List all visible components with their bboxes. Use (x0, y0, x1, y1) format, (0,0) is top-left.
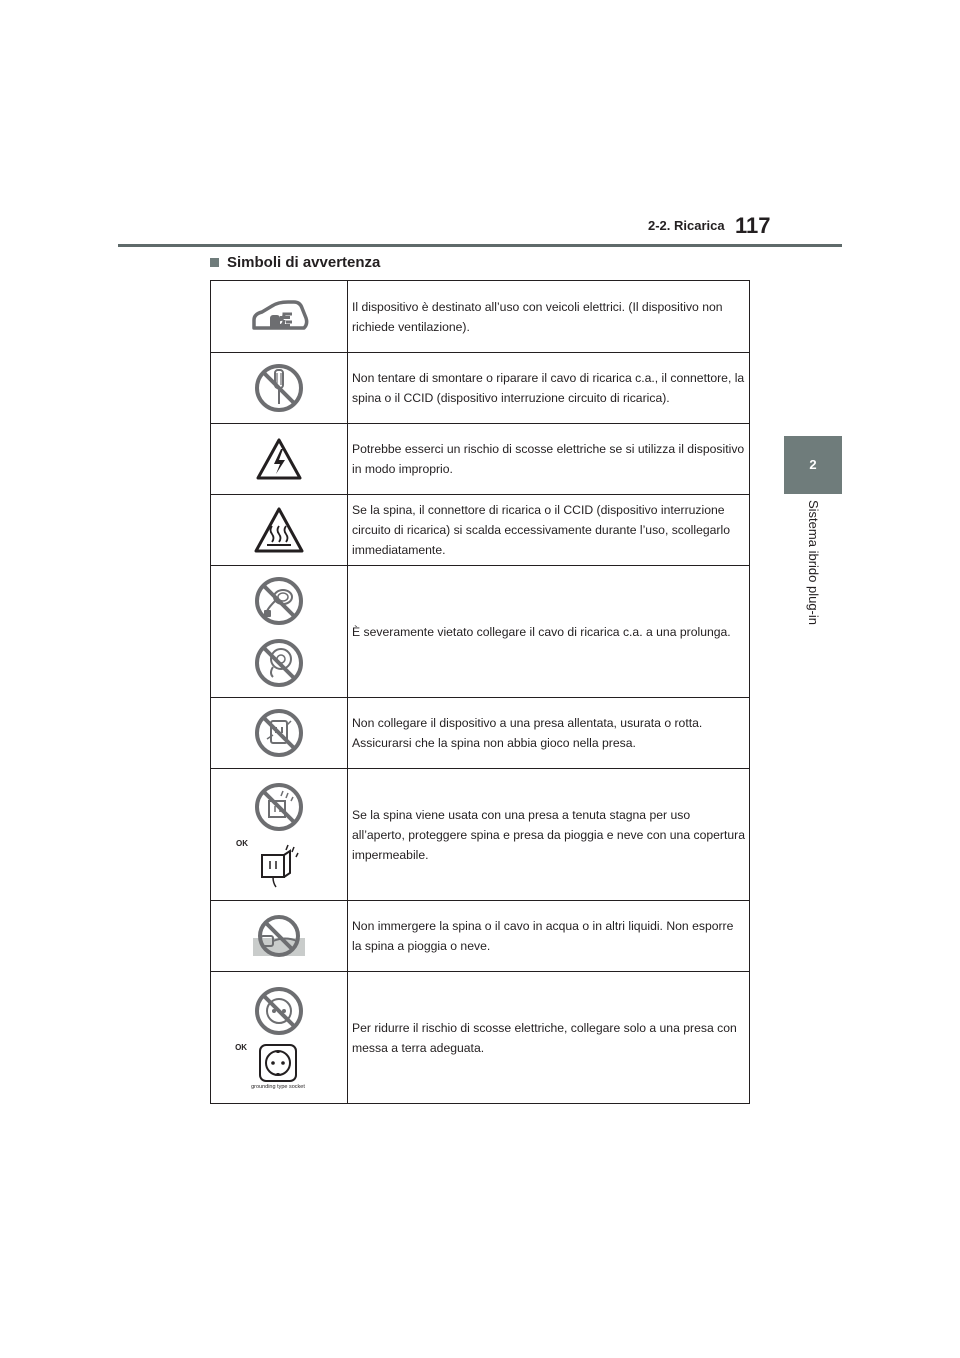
description-cell: Potrebbe esserci un rischio di scosse elettriche se si utilizza il dispositivo in modo improprio. (348, 424, 750, 495)
icon-cell (211, 281, 348, 353)
table-row (211, 972, 750, 1104)
table-row (211, 566, 750, 698)
grounded-outlet-icon (258, 1043, 298, 1083)
no-immersion-icon (251, 914, 307, 958)
description-cell: Il dispositivo è destinato all’uso con veicoli elettrici. (Il dispositivo non richiede ventilazione). (348, 281, 750, 353)
ok-label: OK (236, 838, 248, 848)
chapter-tab-number: 2 (809, 457, 817, 472)
table-row (211, 698, 750, 769)
icon-cell (211, 901, 348, 972)
page-number: 117 (735, 213, 771, 238)
description-cell: È severamente vietato collegare il cavo di ricarica c.a. a una prolunga. (348, 566, 750, 698)
table-row (211, 901, 750, 972)
no-loose-outlet-icon (253, 707, 305, 759)
description-cell: Se la spina, il connettore di ricarica o il CCID (dispositivo interruzione circuito di ricarica) si scalda eccessivamente durante l’uso, scollegarlo immediatamente. (348, 495, 750, 566)
no-ungrounded-outlet-icon (253, 985, 305, 1037)
description-cell: Se la spina viene usata con una presa a tenuta stagna per uso all’aperto, proteggere spina e presa da pioggia e neve con una copertura impermeabile. (348, 769, 750, 901)
table-row (211, 769, 750, 901)
no-unprotected-outlet-in-rain-icon (253, 781, 305, 833)
ev-plug-car-icon (248, 300, 310, 334)
no-extension-cord-icon (253, 575, 305, 627)
table-row (211, 495, 750, 566)
section-heading-text: Simboli di avvertenza (227, 254, 381, 271)
icon-cell (211, 769, 348, 901)
icon-cell (211, 353, 348, 424)
description-cell: Per ridurre il rischio di scosse elettriche, collegare solo a una presa con messa a terra adeguata. (348, 972, 750, 1104)
no-cord-reel-icon (253, 637, 305, 689)
icon-cell (211, 972, 348, 1104)
icon-cell (211, 698, 348, 769)
square-bullet-icon (210, 258, 219, 267)
description-cell: Non tentare di smontare o riparare il cavo di ricarica c.a., il connettore, la spina o il CCID (dispositivo interruzione circuito di ricarica). (348, 353, 750, 424)
electric-shock-warning-icon (255, 437, 303, 481)
chapter-tab-label: Sistema ibrido plug-in (806, 500, 821, 626)
header-rule (118, 244, 842, 247)
section-heading (210, 254, 380, 271)
grounding-socket-caption: grounding type socket (251, 1084, 305, 1090)
ok-label: OK (235, 1043, 248, 1052)
table-row (211, 424, 750, 495)
description-cell: Non collegare il dispositivo a una presa allentata, usurata o rotta. Assicurarsi che la spina non abbia gioco nella presa. (348, 698, 750, 769)
table-row (211, 281, 750, 353)
icon-cell (211, 495, 348, 566)
covered-outlet-in-rain-icon (252, 839, 304, 889)
section-reference: 2-2. Ricarica (648, 218, 725, 233)
hot-surface-warning-icon (253, 506, 305, 554)
table-row (211, 353, 750, 424)
warning-symbols-table (210, 280, 750, 1104)
no-screwdriver-icon (253, 362, 305, 414)
description-cell: Non immergere la spina o il cavo in acqua o in altri liquidi. Non esporre la spina a pioggia o neve. (348, 901, 750, 972)
icon-cell (211, 566, 348, 698)
icon-cell (211, 424, 348, 495)
